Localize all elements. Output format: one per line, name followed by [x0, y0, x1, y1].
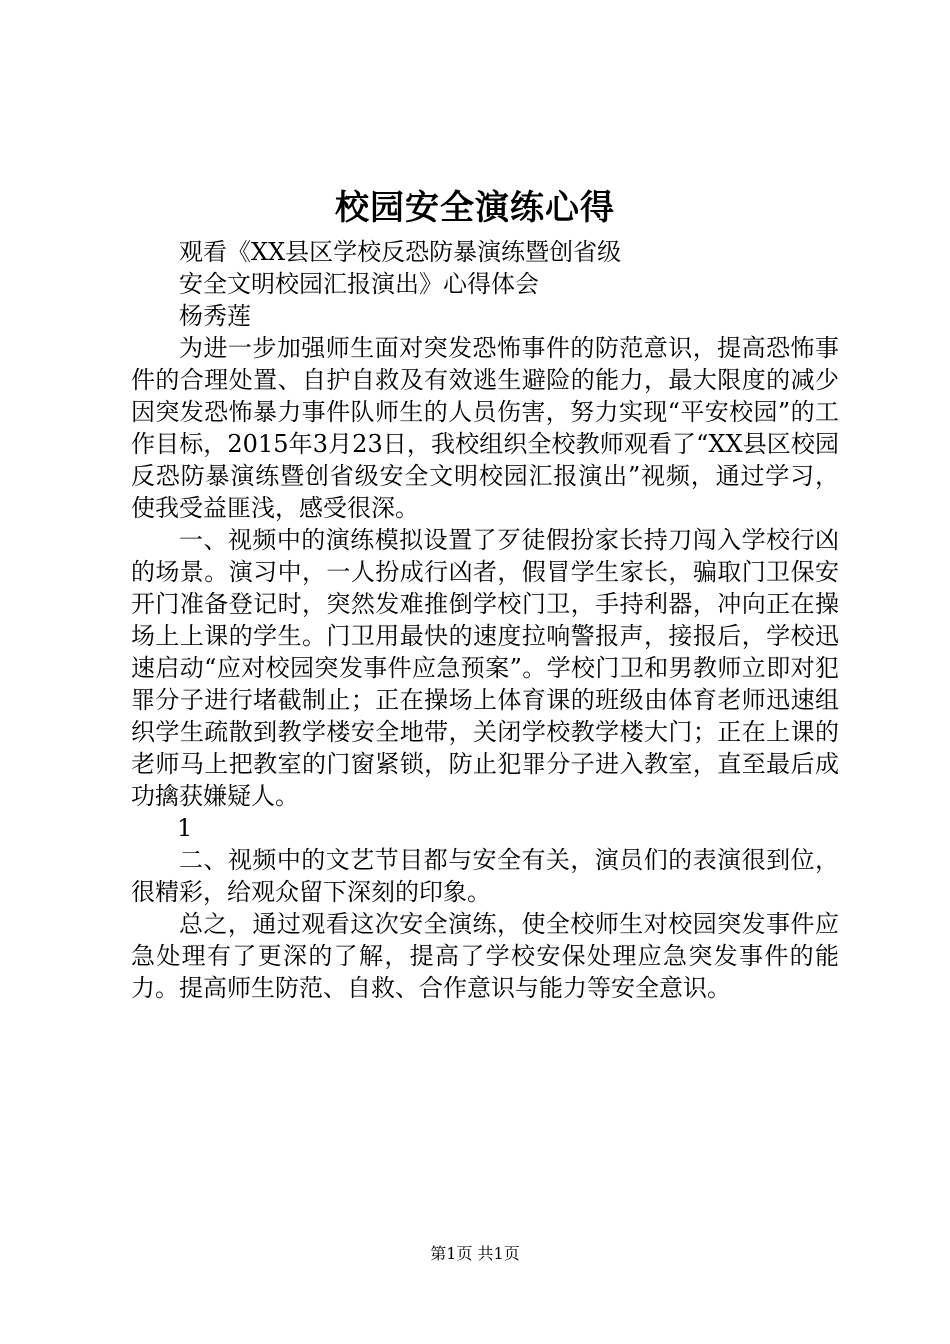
inline-page-number: 1 [177, 814, 193, 842]
paragraph-section-1: 一、视频中的演练模拟设置了歹徒假扮家长持刀闯入学校行凶的场景。演习中，一人扮成行凶者，假冒学生家长，骗取门卫保安开门准备登记时，突然发难推倒学校门卫，手持利器，冲向正在操场上上课的学生。门卫用最快的速度拉响警报声，接报后，学校迅速启动“应对校园突发事件应急预案”。学校门卫和男教师立即对犯罪分子进行堵截制止；正在操场上体育课的班级由体育老师迅速组织学生疏散到教学楼安全地带，关闭学校教学楼大门；正在上课的老师马上把教室的门窗紧锁，防止犯罪分子进入教室，直至最后成功擒获嫌疑人。 [131, 526, 839, 810]
paragraph-conclusion: 总之，通过观看这次安全演练，使全校师生对校园突发事件应急处理有了更深的了解，提高了学校安保处理应急突发事件的能力。提高师生防范、自救、合作意识与能力等安全意识。 [131, 910, 839, 1002]
author-name: 杨秀莲 [179, 302, 251, 330]
document-body [131, 236, 839, 1004]
paragraph-section-2: 二、视频中的文艺节目都与安全有关，演员们的表演很到位，很精彩，给观众留下深刻的印象。 [131, 846, 839, 906]
subtitle-line-2: 安全文明校园汇报演出》心得体会 [179, 270, 539, 298]
subtitle-line-1: 观看《XX县区学校反恐防暴演练暨创省级 [179, 238, 622, 266]
page-footer: 第1页 共1页 [430, 1244, 520, 1263]
document-title: 校园安全演练心得 [335, 188, 615, 228]
paragraph-intro: 为进一步加强师生面对突发恐怖事件的防范意识，提高恐怖事件的合理处置、自护自救及有效逃生避险的能力，最大限度的减少因突发恐怖暴力事件队师生的人员伤害，努力实现“平安校园”的工作目标，2015年3月23日，我校组织全校教师观看了“XX县区校园反恐防暴演练暨创省级安全文明校园汇报演出”视频，通过学习，使我受益匪浅，感受很深。 [131, 334, 839, 522]
